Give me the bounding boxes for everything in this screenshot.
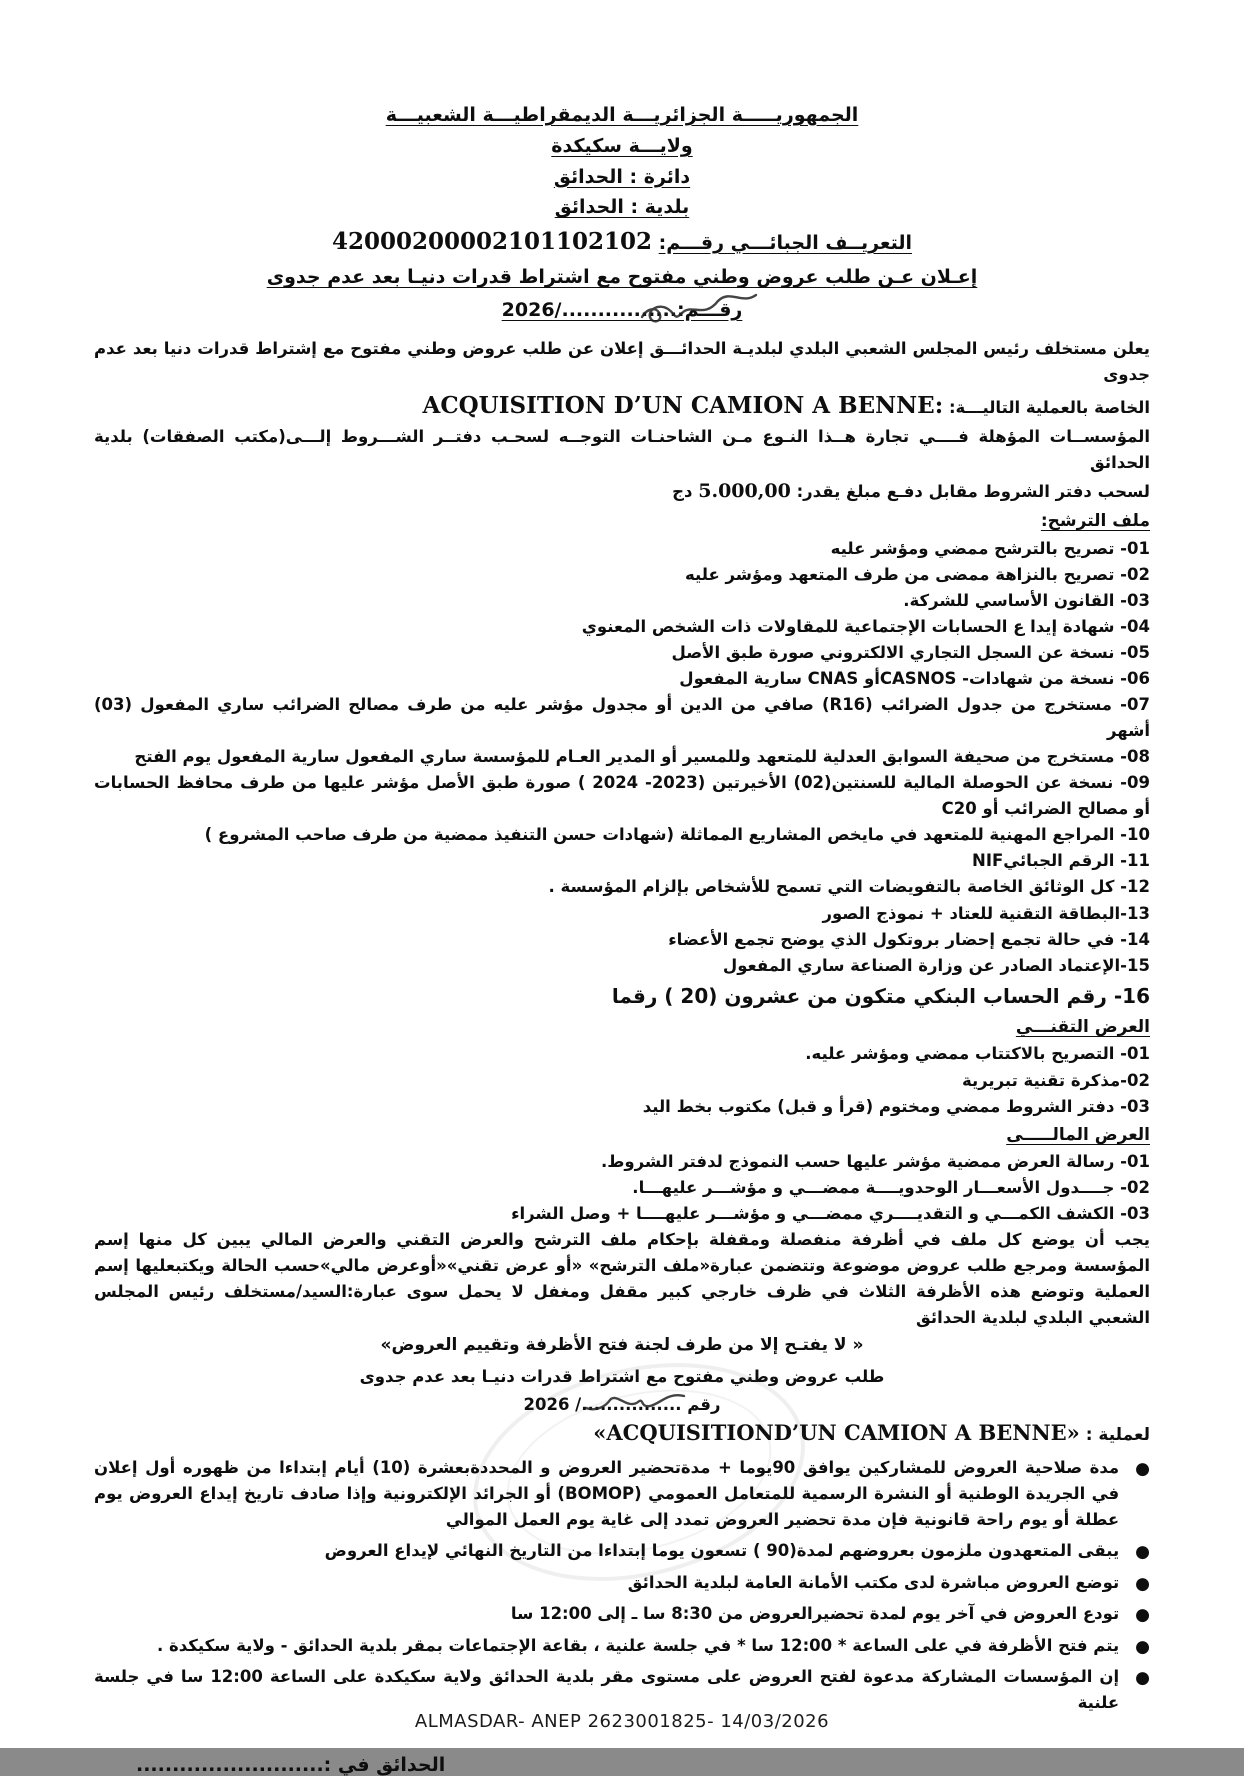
bullet-icon: ● bbox=[1135, 1636, 1150, 1657]
operation-name-french-2: «ACQUISITIOND’UN CAMION A BENNE» bbox=[593, 1420, 1080, 1446]
anep-footer-line: ALMASDAR- ANEP 2623001825- 14/03/2026 bbox=[414, 1711, 830, 1732]
condition-item: ● توضع العروض مباشرة لدى مكتب الأمانة العامة لبلدية الحدائق bbox=[94, 1570, 1150, 1596]
announcement-title: إعـلان عـن طلب عروض وطني مفتوح مع اشتراط قدرات دنيـا بعد عدم جدوى bbox=[266, 266, 978, 289]
wilaya-line: ولايـــة سكيكدة bbox=[551, 134, 693, 157]
intro-line-2 bbox=[94, 388, 1150, 424]
condition-item: ● تودع العروض في آخر يوم لمدة تحضيرالعروض من 8:30 سا ـ إلى 12:00 سا bbox=[94, 1601, 1150, 1627]
reference-number-line: رقـــم:................/2026 bbox=[94, 295, 1150, 326]
candidacy-item: 03- القانون الأساسي للشركة. bbox=[903, 590, 1150, 610]
bullet-icon: ● bbox=[1135, 1459, 1150, 1480]
candidacy-item: 12- كل الوثائق الخاصة بالتفويضات التي تسمح للأشخاص بإلزام المؤسسة . bbox=[548, 877, 1150, 897]
tax-id-line bbox=[94, 223, 1150, 260]
tax-id-label: التعريــف الجبائـــي رقـــم: bbox=[658, 232, 913, 255]
financial-offer-item: 03- الكشف الكمـــي و التقديــــري ممضـــي و مؤشـــر عليهــــا + وصل الشراء bbox=[511, 1203, 1150, 1223]
financial-offer-item: 02- جــــدول الأسعـــار الوحدويــــة ممضـــي و مؤشـــر عليهـــا. bbox=[632, 1177, 1150, 1197]
condition-item: ● يبقى المتعهدون ملزمون بعروضهم لمدة(90 ) تسعون يوما إبتداءا من التاريخ النهائي لإيداع العروض bbox=[94, 1538, 1150, 1564]
intro-paragraph bbox=[94, 336, 1150, 507]
daira-line: دائرة : الحدائق bbox=[553, 165, 691, 188]
condition-item: ● مدة صلاحية العروض للمشاركين يوافق 90يوما + مدةتحضير العروض و المحددةبعشرة (10) أيام إبتداءا من ظهوره أول إعلان في الجريدة الوطنية أو النشرة الرسمية للمتعامل العمومي (BOMOP) أو الجرائد الإلكترونية وإذا صادف تاريخ إيداع العروض يوم عطلة أو يوم راحة قانونية فإن مدة تحضير العروض تمدد إلى غاية يوم العمل الموالي bbox=[94, 1458, 1150, 1530]
bullet-icon: ● bbox=[1135, 1605, 1150, 1626]
technical-offer-item: 02-مذكرة تقنية تبريرية bbox=[961, 1070, 1150, 1090]
operation-line bbox=[94, 1420, 1150, 1445]
condition-item: ● إن المؤسسات المشاركة مدعوة لفتح العروض على مستوى مقر بلدية الحدائق ولاية سكيكدة على الساعة 12:00 سا في جلسة علنية bbox=[94, 1666, 1150, 1712]
candidacy-item: 06- نسخة من شهادات- CASNOSأو CNAS سارية المفعول bbox=[679, 668, 1150, 688]
candidacy-item-bank-account: 16- رقم الحساب البنكي متكون من عشرون (20 ) رقما bbox=[611, 983, 1150, 1008]
candidacy-item: 05- نسخة عن السجل التجاري الالكتروني صورة طبق الأصل bbox=[671, 642, 1150, 662]
signoff-place-date: الحدائق في :.......................... bbox=[136, 1753, 446, 1776]
candidacy-section-title: ملف الترشح: bbox=[1040, 511, 1150, 532]
candidacy-item: 11- الرقم الجبائيNIF bbox=[972, 851, 1150, 871]
candidacy-item: 13-البطاقة التقنية للعتاد + نموذج الصور bbox=[822, 903, 1150, 923]
candidacy-item: 02- تصريح بالنزاهة ممضى من طرف المتعهد ومؤشر عليه bbox=[685, 564, 1150, 584]
candidacy-item: 04- شهادة إيدا ع الحسابات الإجتماعية للمقاولات ذات الشخص المعنوي bbox=[581, 616, 1150, 636]
candidacy-item: 07- مستخرج من جدول الضرائب (R16) صافي من الدين أو مجدول مؤشر عليه من طرف مصالح الضرائب ساري المفعول (03) أشهر bbox=[94, 695, 1150, 741]
envelope-instructions bbox=[94, 1227, 1150, 1360]
candidacy-item: 09- نسخة عن الحوصلة المالية للسنتين(02) الأخيرتين (2023- 2024 ) صورة طبق الأصل مؤشر عليها من طرف محافظ الحسابات أو مصالح الضرائب أو C20 bbox=[94, 773, 1150, 819]
bullet-icon: ● bbox=[1135, 1542, 1150, 1563]
bullet-icon: ● bbox=[1135, 1667, 1150, 1688]
tender-number-line: رقم ................/ 2026 bbox=[94, 1392, 1150, 1418]
technical-offer-title: العرض التقنـــي bbox=[1015, 1017, 1150, 1038]
technical-offer-item: 01- التصريح بالاكتتاب ممضي ومؤشر عليه. bbox=[805, 1044, 1150, 1064]
operation-name-french: ACQUISITION D’UN CAMION A BENNE: bbox=[422, 391, 944, 419]
operation-label: الخاصة بالعملية التاليـــة: bbox=[948, 397, 1150, 417]
operation-label-2: لعملية : bbox=[1085, 1425, 1150, 1446]
currency-label: دج bbox=[672, 482, 693, 502]
financial-offer-item: 01- رسالة العرض ممضية مؤشر عليها حسب النموذج لدفتر الشروط. bbox=[600, 1151, 1150, 1171]
candidacy-section bbox=[94, 508, 1150, 1012]
document-header bbox=[94, 100, 1150, 326]
bullet-icon: ● bbox=[1135, 1573, 1150, 1594]
tender-reference-block bbox=[94, 1364, 1150, 1445]
conditions-list bbox=[94, 1455, 1150, 1716]
intro-line-4: لسحب دفتر الشروط مقابل دفـع مبلغ يقدر: 5.000,00 دج bbox=[672, 480, 1150, 503]
intro-line-1: يعلن مستخلف رئيس المجلس الشعبي البلدي لبلديـة الحدائـــق إعلان عن طلب عروض وطني مفتوح مع إشتراط قدرات دنيا بعد عدم جدوى bbox=[94, 338, 1150, 384]
technical-offer-item: 03- دفتر الشروط ممضي ومختوم (قرأ و قبل) مكتوب بخط اليد bbox=[642, 1096, 1150, 1116]
financial-offer-section bbox=[94, 1122, 1150, 1227]
tender-type-line: طلب عروض وطني مفتوح مع اشتراط قدرات دنيـا بعد عدم جدوى bbox=[359, 1367, 885, 1387]
opening-committee-quote: « لا يفتـح إلا من طرف لجنة فتح الأظرفة وتقييم العروض» bbox=[380, 1335, 864, 1356]
candidacy-item: 15-الإعتماد الصادر عن وزارة الصناعة ساري المفعول bbox=[722, 955, 1150, 975]
candidacy-item: 01- تصريح بالترشح ممضي ومؤشر عليه bbox=[830, 538, 1150, 558]
envelope-paragraph: يجب أن يوضع كل ملف في أظرفة منفصلة ومقفلة بإحكام ملف الترشح والعرض التقني والعرض المالي يبين كل منها إسم المؤسسة ومرجع طلب عروض موضوعة وتتضمن عبارة«ملف الترشح» «أو عرض تقني»«أوعرض مالي»حسب الحالة ويكتبعليها إسم العملية وتوضع هذه الأظرفة الثلاث في ظرف خارجي كبير مقفل ومغفل لا يحمل سوى عبارة:السيد/مستخلف رئيس المجلس الشعبي البلدي لبلدية الحدائق bbox=[94, 1230, 1150, 1328]
commune-line: بلدية : الحدائق bbox=[554, 196, 690, 219]
condition-item: ● يتم فتح الأظرفة في على الساعة * 12:00 سا * في جلسة علنية ، بقاعة الإجتماعات بمقر بلدية الحدائق - ولاية سكيكدة . bbox=[94, 1633, 1150, 1659]
candidacy-item: 10- المراجع المهنية للمتعهد في مايخص المشاريع المماثلة (شهادات حسن التنفيذ ممضية من طرف صاحب المشروع ) bbox=[204, 825, 1150, 845]
fee-amount: 5.000,00 bbox=[698, 480, 791, 503]
candidacy-item: 14- في حالة تجمع إحضار بروتكول الذي يوضح تجمع الأعضاء bbox=[668, 929, 1150, 949]
intro-line-3: المؤسســات المؤهلة فــــي تجارة هــذا النـوع مـن الشاحنـات التوجــه لسحـب دفتــر الشـــروط إلـــى(مكتب الصفقات) بلدية الحدائق bbox=[94, 427, 1150, 473]
tax-id-number: 42000200002101102102 bbox=[331, 228, 653, 256]
republic-line: الجمهوريـــــة الجزائريـــة الديمقراطيـــة الشعبيـــة bbox=[385, 104, 859, 126]
candidacy-item: 08- مستخرج من صحيفة السوابق العدلية للمتعهد وللمسير أو المدير العـام للمؤسسة ساري المفعول سارية المفعول يوم الفتح bbox=[134, 747, 1150, 767]
technical-offer-section bbox=[94, 1014, 1150, 1119]
financial-offer-title: العرض المالـــــى bbox=[1006, 1124, 1150, 1145]
